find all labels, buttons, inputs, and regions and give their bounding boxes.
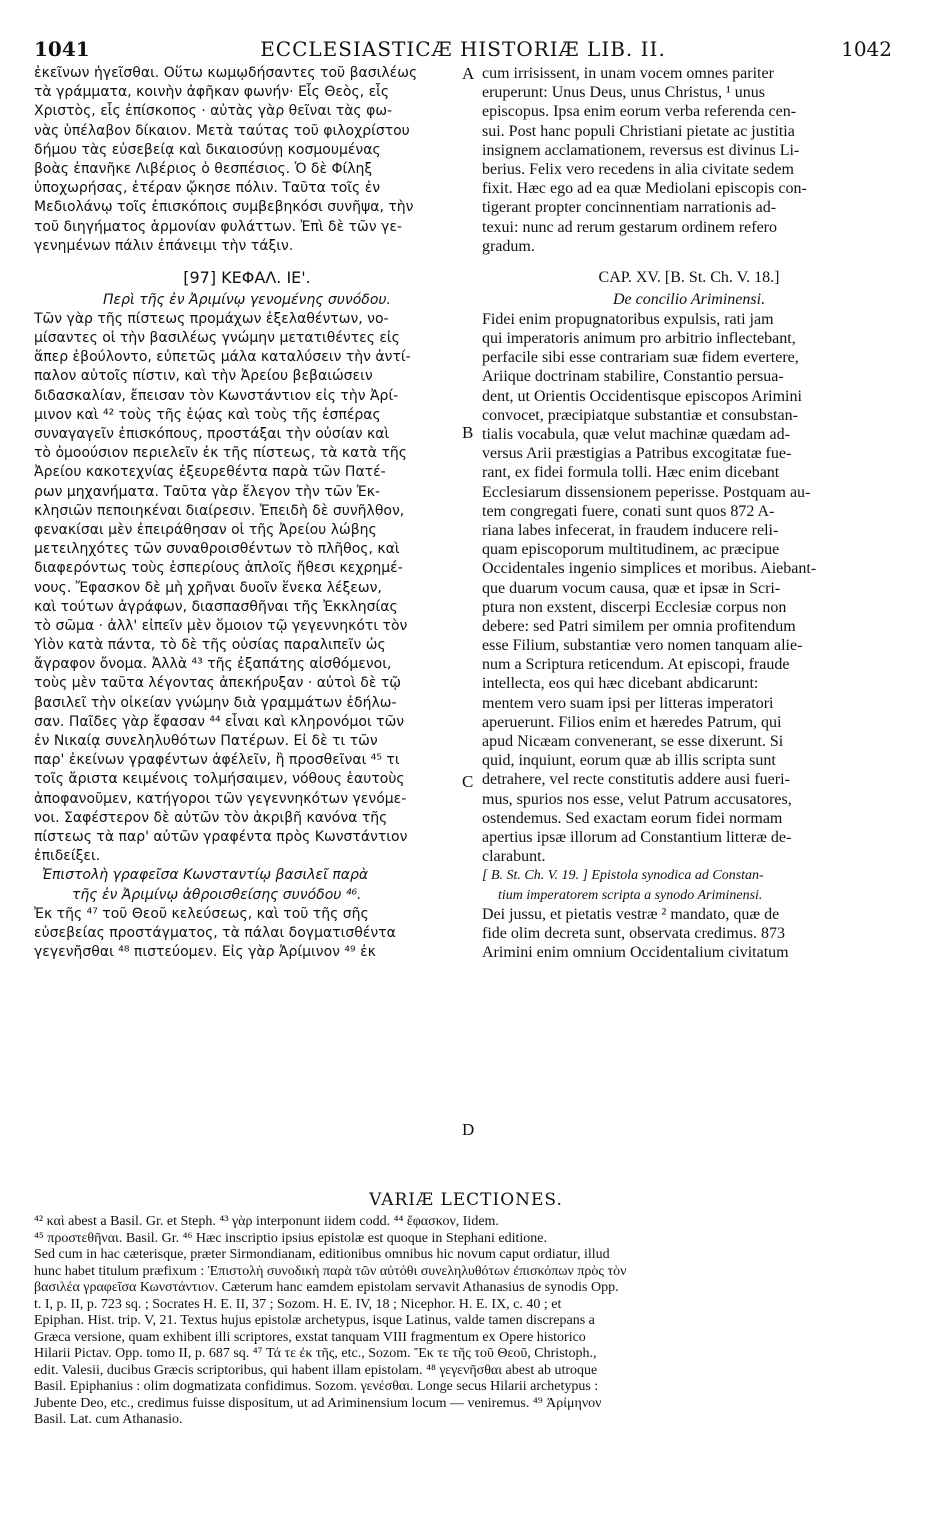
- text-line: rant, ex fidei formula tolli. Hæc enim dicebant: [482, 464, 780, 482]
- spacer: [34, 256, 460, 266]
- text-line: Fidei enim propugnatoribus expulsis, rati jam: [482, 310, 774, 328]
- text-line: παρ' ἐκείνων γραφέντων ἀφέλεῖν, ἢ προσθεῖναι ⁴⁵ τι: [34, 752, 400, 769]
- text-line: διδασκαλίαν, ἔπεισαν τὸν Κωνστάντιον εἰς τὴν Ἀρί-: [34, 387, 399, 404]
- greek-chapter-heading: [97] ΚΕΦΑΛ. ΙΕ'.: [183, 267, 311, 287]
- variae-lectiones-notes: [34, 1214, 898, 1429]
- greek-column: [34, 64, 460, 962]
- text-line: intellecta, eos qui hæc dicebant abdicarunt:: [482, 675, 759, 693]
- text-line: δήμου τὰς εὐσεβείᾳ καὶ δικαιοσύνῃ κοσμουμένας: [34, 141, 381, 158]
- text-line: edit. Valesii, ducibus Græcis scriptoribus, qui habent illam epistolam. ⁴⁸ γεγενῆσθαι abest ab utroque: [34, 1362, 598, 1378]
- text-line: episcopus. Ipsa enim eorum verba referenda cen-: [482, 103, 797, 121]
- text-line: tialis vocabula, quæ velut machinæ quædam ad-: [482, 426, 790, 443]
- text-line: τοὺς μὲν ταῦτα λέγοντας ἀπεκήρυξαν · αὐτοὶ δὲ τῷ: [34, 675, 402, 692]
- text-line: Χριστὸς, εἷς ἐπίσκοπος · αὐτὰς γὰρ θεῖναι τὰς φω-: [34, 103, 393, 120]
- text-line: mus, spurios nos esse, velut Patrum accusatores,: [482, 790, 792, 808]
- text-line: Ἀρείου κακοτεχνίας ἐξευρεθέντα παρὰ τῶν Πατέ-: [34, 464, 386, 481]
- text-line: παλον αὐτοῖς πίστιν, καὶ τὴν Ἀρείου βεβαιώσειν: [34, 368, 373, 385]
- text-line: τὸ ὁμοούσιον περιελεῖν ἐκ τῆς πίστεως, τὰ κατὰ τῆς: [34, 445, 407, 462]
- text-line: gradum.: [482, 237, 535, 255]
- text-line: βοὰς ἐπανῆκε Λιβέριος ὁ θεσπέσιος. Ὁ δὲ Φίληξ: [34, 160, 373, 177]
- page-header: [34, 37, 892, 63]
- text-line: eruperunt: Unus Deus, unus Christus, ¹ unus: [482, 84, 766, 102]
- text-line: Μεδιολάνῳ τοῖς ἐπισκόποις συμβεβηκόσι συνῆψα, τὴν: [34, 199, 414, 216]
- greek-epistle-title-2: τῆς ἐν Ἀριμίνῳ ἀθροισθείσης συνόδου ⁴⁶.: [72, 886, 362, 903]
- text-line: berius. Felix vero recedens in alia civitate sedem: [482, 160, 794, 178]
- greek-lines-chapter: [34, 310, 460, 866]
- margin-letter-a: A: [462, 64, 475, 83]
- text-line: dent, ut Orientis Occidentisque episcopos Arimini: [482, 387, 802, 405]
- text-line: hunc habet titulum præfixum : Ἐπιστολὴ συνοδικὴ παρὰ τῶν αὐτόθι συνεληλυθότων ἐπισκόπων πρὸς τὸν: [34, 1263, 627, 1279]
- text-line: εὐσεβείας προστάγματος, τὰ πάλαι δογματισθέντα: [34, 924, 396, 941]
- text-line: τὰ γράμματα, κοινὴν ἀφῆκαν φωνήν· Εἷς Θεὸς, εἷς: [34, 84, 390, 101]
- text-line: νοι. Σαφέστερον δὲ αὐτῶν τὸν ἀκριβῆ κανόνα τῆς: [34, 809, 388, 826]
- text-line: γεγενῆσθαι ⁴⁸ πιστεύομεν. Εἰς γὰρ Ἀρίμινον ⁴⁹ ἐκ: [34, 944, 376, 961]
- text-line: tem congregati fuere, conati sunt quos 872 A-: [482, 502, 775, 520]
- text-line: μινον καὶ ⁴² τοὺς τῆς ἑῴας καὶ τοὺς τῆς ἑσπέρας: [34, 406, 381, 423]
- text-line: ἐν Νικαίᾳ συνεληλυθότων Πατέρων. Εἰ δὲ τι τῶν: [34, 733, 378, 749]
- right-page-number: 1042: [841, 37, 892, 61]
- text-line: qui imperatoris animum pro arbitrio inflectebant,: [482, 330, 796, 348]
- latin-epistle-title-2: tium imperatorem scripta a synodo Ariminensi.: [498, 887, 763, 903]
- text-line: perfacile sibi esse contrariam suæ fidem evertere,: [482, 349, 799, 367]
- text-line: ⁴² καὶ abest a Basil. Gr. et Steph. ⁴³ γὰρ interponunt iidem codd. ⁴⁴ ἔφασκον, Iidem.: [34, 1214, 499, 1229]
- text-line: βασιλέα γραφεῖσα Κωνστάντιον. Cæterum hanc eamdem epistolam servavit Athanasius de synodis Opp.: [34, 1280, 619, 1295]
- text-line: riana labes infecerat, in fraudem inducere reli-: [482, 521, 779, 539]
- text-line: Basil. Lat. cum Athanasio.: [34, 1412, 183, 1427]
- spacer: [482, 256, 896, 266]
- text-line: tigerant propter concinnentiam narrationis ad-: [482, 199, 777, 217]
- text-line: σαν. Παῖδες γὰρ ἔφασαν ⁴⁴ εἶναι καὶ κληρονόμοι τῶν: [34, 713, 405, 730]
- text-line: συναγαγεῖν ἐπισκόπους, προστάξαι τὴν οὐσίαν καὶ: [34, 426, 390, 442]
- text-line: μετειληχότες τῶν συναθροισθέντων τὸ πλῆθος, καὶ: [34, 541, 400, 558]
- text-line: ptura non exstent, discerpi Ecclesiæ corpus non: [482, 598, 787, 616]
- text-line: clarabunt.: [482, 848, 546, 866]
- text-line: πίστεως τὰ παρ' αὐτῶν γραφέντα πρὸς Κωνστάντιον: [34, 828, 408, 845]
- text-line: διαφερόντως τοὺς ἑσπερίους ἁπλοῖς ἤθεσι κεχρημέ-: [34, 560, 403, 577]
- text-line: ὑποχωρήσας, ἑτέραν ᾤκησε πόλιν. Ταῦτα τοῖς ἐν: [34, 180, 381, 197]
- latin-column: [482, 64, 896, 962]
- greek-lines-end: [34, 905, 460, 963]
- text-line: num a Scriptura reticendum. At episcopi, fraude: [482, 656, 790, 674]
- text-line: insignem acclamationem, reversus est divinus Li-: [482, 141, 800, 159]
- text-line: ⁴⁵ προστεθῆναι. Basil. Gr. ⁴⁶ Hæc inscriptio ipsius epistolæ est quoque in Stephani editione.: [34, 1230, 548, 1246]
- text-line: νὰς ὑπέλαβον δίκαιον. Μετὰ ταύτας τοῦ φιλοχρίστου: [34, 122, 410, 139]
- text-line: μίσαντες οἱ τὴν βασιλέως γνώμην μετατιθέντες εἰς: [34, 330, 400, 347]
- text-line: texui: nunc ad rerum gestarum ordinem refero: [482, 218, 777, 236]
- text-line: ἅπερ ἐβούλοντο, εὐπετῶς μάλα καταλύσειν τὴν ἀντί-: [34, 349, 411, 366]
- text-line: Epiphan. Hist. trip. V, 21. Textus hujus epistolæ archetypus, isque Latinus, valde tamen discrepans a: [34, 1313, 595, 1328]
- text-line: τοῖς ἄριστα κειμένοις τολμήσαιμεν, νόθους ἑαυτοὺς: [34, 771, 405, 788]
- text-line: ἐπιδείξει.: [34, 848, 101, 865]
- text-line: fide olim decreta sunt, observata credimus. 873: [482, 924, 786, 942]
- text-line: t. I, p. II, p. 723 sq. ; Socrates H. E. II, 37 ; Sozom. H. E. IV, 18 ; Nicephor. H. E. IX, c. 40 ; et: [34, 1296, 562, 1312]
- latin-epistle-title-1: [ B. St. Ch. V. 19. ] Epistola synodica ad Constan-: [482, 868, 764, 884]
- text-line: apud Nicæam convenerant, se esse dixerunt. Si: [482, 733, 784, 750]
- text-line: Græca versione, quam exhibent illi scriptores, exstat tanquam VIII fragmentum ex Opere historico: [34, 1329, 586, 1345]
- text-line: Ecclesiarum dissensionem peperisse. Postquam au-: [482, 483, 811, 501]
- text-line: Arimini enim omnium Occidentalium civitatum: [482, 944, 789, 962]
- text-line: τὸ σῶμα · ἀλλ' εἰπεῖν μὲν ὅμοιον τῷ γεγεννηκότι τὸν: [34, 617, 408, 634]
- margin-letter-b: B: [462, 423, 474, 442]
- text-line: cum irrisissent, in unam vocem omnes pariter: [482, 65, 774, 82]
- greek-epistle-title-1: Ἐπιστολὴ γραφεῖσα Κωνσταντίῳ βασιλεῖ παρὰ: [42, 867, 369, 884]
- text-line: quam episcoporum multitudinem, ac præcipue: [482, 541, 780, 559]
- text-line: mentem vero suam ipsi per litteras imperatori: [482, 694, 774, 712]
- text-line: quid, inquiunt, eorum quæ ab illis scripta sunt: [482, 752, 776, 770]
- text-line: βασιλεῖ τὴν οἰκείαν γνώμην διὰ γραμμάτων ἐδήλω-: [34, 694, 397, 711]
- text-line: ἀποφανοῦμεν, κατήγοροι τῶν γεγεννηκότων γενόμε-: [34, 790, 407, 807]
- text-line: Basil. Epiphanius : olim dogmatizata confidimus. Sozom. γενέσθαι. Longe secus Hilarii archetypus :: [34, 1379, 599, 1394]
- text-line: Occidentales ingenio simplices et moribus. Aiebant-: [482, 560, 817, 578]
- text-line: κλησιῶν πεποιηκέναι διαίρεσιν. Ἐπειδὴ δὲ συνῆλθον,: [34, 502, 405, 519]
- text-line: versus Arii præstigias a Patribus excogitatæ fue-: [482, 445, 792, 463]
- text-line: Υἱὸν κατὰ πάντα, τὸ δὲ τῆς οὐσίας παραλιπεῖν ὡς: [34, 637, 386, 654]
- text-line: νους. Ἔφασκον δὲ μὴ χρῆναι δυοῖν ἕνεκα λέξεων,: [34, 579, 382, 596]
- text-line: Τῶν γὰρ τῆς πίστεως προμάχων ἐξελαθέντων, νο-: [34, 310, 389, 327]
- text-line: convocet, præcipiatque substantiæ et consubstan-: [482, 406, 798, 424]
- left-page-number: 1041: [34, 37, 90, 61]
- text-line: Ἐκ τῆς ⁴⁷ τοῦ Θεοῦ κελεύσεως, καὶ τοῦ τῆς σῆς: [34, 905, 369, 922]
- text-line: Hilarii Pictav. Opp. tomo II, p. 687 sq. ⁴⁷ Τά τε ἐκ τῆς, etc., Sozom. Ἔκ τε τῆς τοῦ Θεοῦ, Christoph.,: [34, 1346, 597, 1361]
- text-line: φενακίσαι μὲν ἐπειράθησαν οἱ τῆς Ἀρείου λώβης: [34, 521, 377, 538]
- greek-lines-top: [34, 64, 460, 256]
- latin-chapter-heading: CAP. XV. [B. St. Ch. V. 18.]: [598, 268, 780, 286]
- text-line: ἄγραφον ὄνομα. Ἀλλὰ ⁴³ τῆς ἐξαπάτης αἰσθόμενοι,: [34, 656, 392, 673]
- text-line: γενημένων πάλιν ἐπάνειμι τὴν τάξιν.: [34, 237, 294, 254]
- text-line: fixit. Hæc ego ad ea quæ Mediolani episcopis con-: [482, 180, 807, 198]
- variae-lectiones-title: VARIÆ LECTIONES.: [369, 1190, 563, 1210]
- running-title: ECCLESIASTICÆ HISTORIÆ LIB. II.: [260, 37, 666, 61]
- latin-lines-chapter: [482, 310, 896, 866]
- text-line: Ariique doctrinam stabilire, Constantio persua-: [482, 368, 784, 386]
- text-line: esse Filium, substantiæ vero nomen tanquam alie-: [482, 637, 803, 655]
- margin-letter-d: D: [462, 1120, 475, 1139]
- margin-letter-c: C: [462, 772, 474, 791]
- text-line: Sed cum in hac cæterisque, præter Sirmondianam, editionibus omnibus hic novum caput ordiatur, illud: [34, 1247, 610, 1262]
- text-line: que duarum vocum causa, quæ et ipsæ in Scri-: [482, 579, 781, 597]
- text-line: debere: sed Patri similem per omnia profitendum: [482, 617, 796, 635]
- text-line: Dei jussu, et pietatis vestræ ² mandato, quæ de: [482, 905, 780, 923]
- text-line: ρων μηχανήματα. Ταῦτα γὰρ ἔλεγον τὴν τῶν Ἐκ-: [34, 483, 380, 500]
- text-line: apertius ipsæ illorum ad Constantium litteræ de-: [482, 828, 792, 846]
- text-line: detrahere, vel recte constitutis addere ausi fueri-: [482, 771, 790, 789]
- text-line: καὶ τούτων ἀγράφων, διασπασθῆναι τῆς Ἐκκλησίας: [34, 598, 398, 615]
- latin-lines-top: [482, 64, 896, 256]
- greek-chapter-subtitle: Περὶ τῆς ἐν Ἀριμίνῳ γενομένης συνόδου.: [103, 291, 391, 308]
- latin-lines-end: [482, 905, 896, 963]
- latin-chapter-subtitle: De concilio Ariminensi.: [612, 290, 766, 308]
- text-line: ἐκεῖνων ἡγεῖσθαι. Οὕτω κωμῳδήσαντες τοῦ βασιλέως: [34, 65, 418, 81]
- text-line: sui. Post hanc populi Christiani pietate ac justitia: [482, 122, 795, 140]
- text-line: τοῦ διηγήματος ἁρμονίαν φυλάττων. Ἐπὶ δὲ τῶν γε-: [34, 218, 402, 235]
- text-line: Jubente Deo, etc., credimus fuisse dispositum, ut ad Ariminensium locum — veniremus. ⁴⁹ Ἀρίμηνον: [34, 1395, 602, 1411]
- text-line: aperuerunt. Filios enim et hæredes Patrum, qui: [482, 713, 782, 731]
- text-line: ostendemus. Sed exactam eorum fidei normam: [482, 809, 783, 827]
